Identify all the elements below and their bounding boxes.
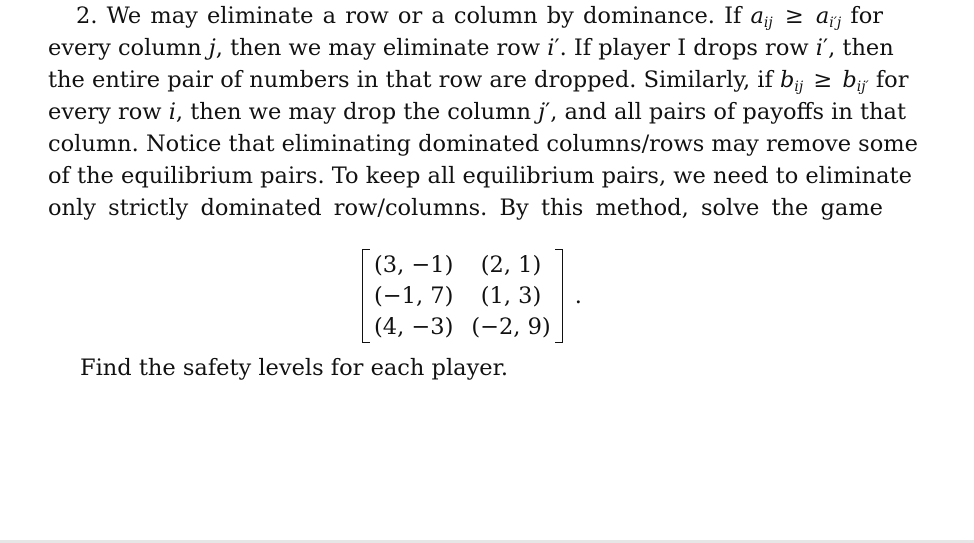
matrix-row [370,312,555,343]
matrix-row [370,281,555,312]
problem-line-7: only strictly dominated row/columns. By this method, solve the game [48,195,883,221]
problem-text [48,0,918,224]
problem-line-2: every column j, then we may eliminate row i′. If player I drops row i′, then [48,35,894,61]
problem-number: 2. [76,3,98,29]
problem-line-5: column. Notice that eliminating dominated columns/rows may remove some [48,131,918,157]
matrix-period: . [574,283,582,309]
matrix-table [370,250,555,343]
matrix-cell: (−2, 9) [471,313,551,340]
payoff-matrix [362,248,582,344]
problem-line-4: every row i, then we may drop the column j′, and all pairs of payoffs in that [48,99,907,125]
problem-line-6: of the equilibrium pairs. To keep all equilibrium pairs, we need to eliminate [48,163,912,189]
matrix-right-bracket [555,249,563,343]
matrix-row [370,250,555,281]
problem-line-3: the entire pair of numbers in that row are dropped. Similarly, if $b_{ij} \ge b_{ij'}$ for [48,67,909,96]
matrix-cell: (1, 3) [480,282,542,309]
matrix-cell: (−1, 7) [374,282,454,309]
problem-line-1: 2. We may eliminate a row or a column by dominance. If $a_{ij} \ge a_{i'j}$ for [76,3,884,32]
matrix-cell: (2, 1) [480,251,542,278]
question-text: Find the safety levels for each player. [80,355,509,381]
matrix-cell: (4, −3) [374,313,454,340]
matrix-left-bracket [362,249,370,343]
matrix-cell: (3, −1) [374,251,454,278]
